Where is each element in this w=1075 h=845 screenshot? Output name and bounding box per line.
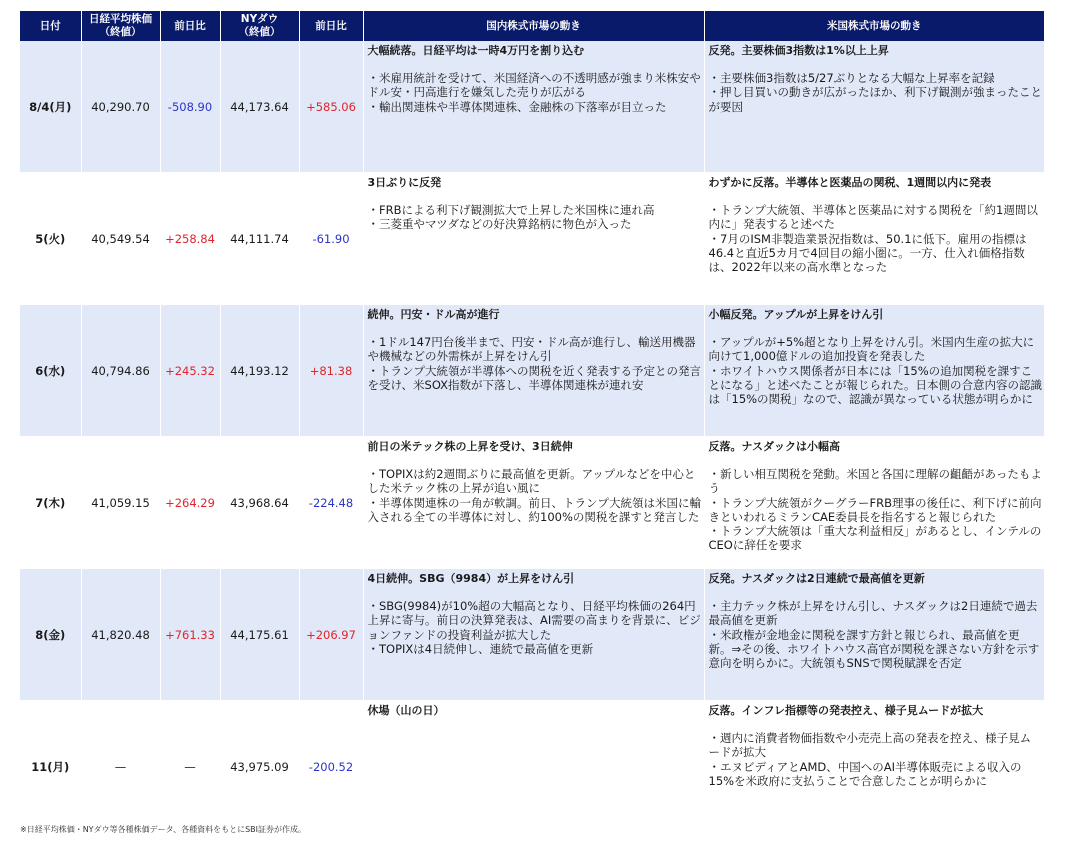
us-news-cell (704, 569, 1044, 701)
nikkei-change-cell: — (160, 701, 220, 833)
dow-change-cell: -61.90 (299, 173, 363, 305)
us-news-cell (704, 437, 1044, 569)
header-dow-label: NYダウ （終値） (238, 13, 281, 38)
header-change2-label: 前日比 (315, 19, 347, 32)
header-us-label: 米国株式市場の動き (827, 19, 922, 32)
dow-change-cell: +585.06 (299, 41, 363, 173)
list-item: ・1ドル147円台後半まで、円安・ドル高が進行し、輸送用機器や機械などの外需株が上昇をけん引 (367, 335, 696, 364)
list-item: ・米政権が金地金に関税を課す方針と報じられ、最高値を更新。⇒その後、ホワイトハウス高官が関税を課さない方針を示す意向を明らかに。大統領もSNSで関税賦課を否定 (708, 627, 1040, 671)
nikkei-change-cell: -508.90 (160, 41, 220, 173)
market-table (20, 11, 1044, 833)
date-cell: 6(水) (20, 305, 81, 437)
domestic-headline: 続伸。円安・ドル高が進行 (367, 308, 500, 321)
table-header (20, 11, 1044, 41)
header-nikkei-label: 日経平均株価 （終値） (89, 13, 152, 38)
nikkei-close-cell: 40,290.70 (81, 41, 160, 173)
list-item: ・ホワイトハウス関係者が日本には「15%の追加関税を課すことになる」と述べたことが報じられた。日本側の合意内容の認識は「15%の関税」なので、認識が異なっている状態が明らかに (708, 363, 1042, 407)
list-item: ・新しい相互関税を発動。米国と各国に理解の齟齬があったもよう (708, 467, 1042, 496)
header-date-label: 日付 (39, 19, 61, 32)
list-item: ・トランプ大統領は「重大な利益相反」があるとし、インテルのCEOに辞任を要求 (708, 524, 1042, 553)
nikkei-close-cell: 41,820.48 (81, 569, 160, 701)
domestic-headline: 休場（山の日） (367, 704, 445, 717)
header-dow (220, 11, 299, 41)
footnote: ※日経平均株価・NYダウ等各種株価データ、各種資料をもとにSBI証券が作成。 (20, 825, 307, 834)
nikkei-change-cell: +245.32 (160, 305, 220, 437)
nikkei-change-cell: +264.29 (160, 437, 220, 569)
dow-close-cell: 44,111.74 (220, 173, 299, 305)
list-item: ・トランプ大統領、半導体と医薬品に対する関税を「約1週間以内に」発表すると述べた (708, 203, 1038, 232)
table-body (20, 41, 1044, 833)
us-headline: 小幅反発。アップルが上昇をけん引 (708, 308, 884, 321)
us-bullet-list (709, 335, 1043, 406)
table-row (20, 173, 1044, 305)
domestic-bullet-list (368, 467, 702, 524)
table-row (20, 701, 1044, 833)
nikkei-close-cell: 41,059.15 (81, 437, 160, 569)
list-item: ・米雇用統計を受けて、米国経済への不透明感が強まり米株安やドル安・円高進行を嫌気した売りが広がる (367, 71, 701, 100)
dow-change-cell: -200.52 (299, 701, 363, 833)
domestic-news-cell (363, 569, 704, 701)
dow-change-cell: +81.38 (299, 305, 363, 437)
header-domestic (363, 11, 704, 41)
dow-close-cell: 44,173.64 (220, 41, 299, 173)
domestic-news-cell (363, 173, 704, 305)
header-nikkei (81, 11, 160, 41)
domestic-headline: 大幅続落。日経平均は一時4万円を割り込む (367, 44, 585, 57)
us-bullet-list (709, 71, 1043, 114)
us-bullet-list (709, 467, 1043, 552)
list-item: ・主要株価3指数は5/27ぶりとなる大幅な上昇率を記録 (708, 71, 995, 86)
list-item: ・FRBによる利下げ観測拡大で上昇した米国株に連れ高 (367, 203, 655, 218)
nikkei-change-cell: +258.84 (160, 173, 220, 305)
list-item: ・週内に消費者物価指数や小売売上高の発表を控え、様子見ムードが拡大 (708, 731, 1032, 760)
table-row (20, 437, 1044, 569)
date-cell: 11(月) (20, 701, 81, 833)
us-bullet-list (709, 731, 1043, 788)
list-item: ・TOPIXは約2週間ぶりに最高値を更新。アップルなどを中心とした米テック株の上昇が追い風に (367, 467, 696, 496)
header-date (20, 11, 81, 41)
us-news-cell (704, 173, 1044, 305)
dow-close-cell: 44,175.61 (220, 569, 299, 701)
us-headline: 反落。インフレ指標等の発表控え、様子見ムードが拡大 (708, 704, 984, 717)
date-cell: 8(金) (20, 569, 81, 701)
nikkei-close-cell: 40,549.54 (81, 173, 160, 305)
nikkei-close-cell: 40,794.86 (81, 305, 160, 437)
domestic-headline: 前日の米テック株の上昇を受け、3日続伸 (367, 440, 573, 453)
table-row (20, 305, 1044, 437)
us-headline: 反発。ナスダックは2日連続で最高値を更新 (708, 572, 925, 585)
list-item: ・押し目買いの動きが広がったほか、利下げ観測が強まったことが要因 (708, 85, 1042, 114)
header-domestic-label: 国内株式市場の動き (486, 19, 581, 32)
header-change2 (299, 11, 363, 41)
date-cell: 7(木) (20, 437, 81, 569)
dow-close-cell: 43,968.64 (220, 437, 299, 569)
domestic-news-cell (363, 305, 704, 437)
dow-close-cell: 44,193.12 (220, 305, 299, 437)
header-change1-label: 前日比 (174, 19, 206, 32)
domestic-headline: 3日ぶりに反発 (367, 176, 442, 189)
date-cell: 5(火) (20, 173, 81, 305)
list-item: ・三菱重やマツダなどの好決算銘柄に物色が入った (367, 217, 632, 232)
nikkei-change-cell: +761.33 (160, 569, 220, 701)
dow-close-cell: 43,975.09 (220, 701, 299, 833)
domestic-bullet-list (368, 203, 702, 231)
dow-change-cell: -224.48 (299, 437, 363, 569)
domestic-bullet-list (368, 599, 702, 656)
us-headline: わずかに反落。半導体と医薬品の関税、1週間以内に発表 (708, 176, 992, 189)
domestic-news-cell (363, 701, 704, 833)
list-item: ・アップルが+5%超となり上昇をけん引。米国内生産の拡大に向けて1,000億ドルの追加投資を発表した (708, 335, 1035, 364)
list-item: ・7月のISM非製造業景況指数は、50.1に低下。雇用の指標は46.4と直近5カ月で4回目の縮小圏に。一方、仕入れ価格指数は、2022年以来の高水準となった (708, 231, 1027, 275)
nikkei-close-cell: — (81, 701, 160, 833)
us-bullet-list (709, 203, 1043, 274)
dow-change-cell: +206.97 (299, 569, 363, 701)
table-row (20, 41, 1044, 173)
us-news-cell (704, 701, 1044, 833)
us-news-cell (704, 305, 1044, 437)
domestic-bullet-list (368, 71, 702, 114)
us-bullet-list (709, 599, 1043, 670)
list-item: ・主力テック株が上昇をけん引し、ナスダックは2日連続で過去最高値を更新 (708, 599, 1038, 628)
domestic-headline: 4日続伸。SBG（9984）が上昇をけん引 (367, 572, 575, 585)
list-item: ・トランプ大統領が半導体への関税を近く発表する予定との発言を受け、米SOX指数が下落し、半導体関連株が連れ安 (367, 363, 701, 392)
list-item: ・エヌビディアとAMD、中国へのAI半導体販売による収入の15%を米政府に支払うことで合意したことが明らかに (708, 759, 1022, 788)
list-item: ・SBG(9984)が10%超の大幅高となり、日経平均株価の264円上昇に寄与。前日の決算発表は、AI需要の高まりを背景に、ビジョンファンドの投資利益が拡大した (367, 599, 701, 642)
list-item: ・半導体関連株の一角が軟調。前日、トランプ大統領は米国に輸入される全ての半導体に対し、約100%の関税を課すと発言した (367, 495, 701, 524)
table-row (20, 569, 1044, 701)
domestic-news-cell (363, 41, 704, 173)
list-item: ・TOPIXは4日続伸し、連続で最高値を更新 (367, 641, 594, 656)
header-us (704, 11, 1044, 41)
us-headline: 反落。ナスダックは小幅高 (708, 440, 841, 453)
domestic-news-cell (363, 437, 704, 569)
domestic-bullet-list (368, 335, 702, 392)
date-cell: 8/4(月) (20, 41, 81, 173)
us-news-cell (704, 41, 1044, 173)
list-item: ・輸出関連株や半導体関連株、金融株の下落率が目立った (367, 99, 667, 114)
list-item: ・トランプ大統領がクーグラーFRB理事の後任に、利下げに前向きといわれるミランCAE委員長を指名すると報じられた (708, 495, 1042, 524)
header-change1 (160, 11, 220, 41)
us-headline: 反発。主要株価3指数は1%以上上昇 (708, 44, 889, 57)
